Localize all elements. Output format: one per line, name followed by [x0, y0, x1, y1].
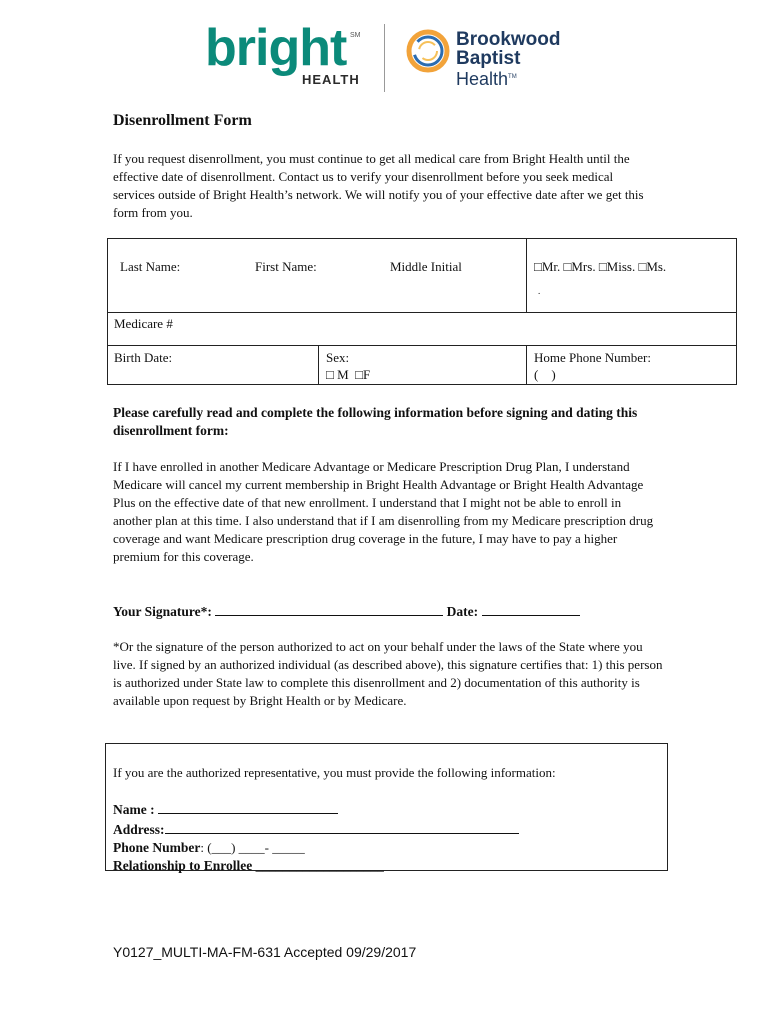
bright-logo-health-text: HEALTH — [302, 72, 360, 87]
table-divider-2 — [108, 345, 736, 346]
rep-name-label: Name : — [113, 802, 155, 817]
title-checkboxes[interactable]: □Mr. □Mrs. □Miss. □Ms. — [534, 259, 667, 274]
rep-phone-label: Phone Number — [113, 840, 201, 855]
signature-row — [113, 601, 580, 620]
authorization-note: *Or the signature of the person authorized to act on your behalf under the laws of the State where you live. If signed by an authorized individual (as described above), this signature certifies that: 1) this person is authorized under State law to complete this disenrollment and 2) documentation of this authority is available upon request by Bright Health or by Medicare. — [113, 639, 663, 708]
table-vline-sex — [318, 345, 319, 385]
sex-label: Sex: — [326, 350, 350, 365]
signature-line[interactable] — [215, 601, 443, 616]
brookwood-health-word: Health — [456, 69, 509, 89]
rep-phone-line[interactable]: : (___) ____- _____ — [200, 840, 305, 855]
footer-form-code: Y0127_MULTI-MA-FM-631 Accepted 09/29/2017 — [113, 944, 417, 960]
rep-address-line[interactable] — [165, 819, 519, 834]
instructions-heading: Please carefully read and complete the following information before signing and dating this disenrollment form: — [113, 405, 638, 438]
signature-label: Your Signature*: — [113, 604, 212, 619]
date-line[interactable] — [482, 601, 580, 616]
form-title: Disenrollment Form — [113, 112, 252, 129]
rep-relationship-row — [113, 857, 519, 875]
rep-phone-row — [113, 839, 519, 857]
title-dot: . — [538, 286, 541, 296]
acknowledgement-paragraph: If I have enrolled in another Medicare Advantage or Medicare Prescription Drug Plan, I understand Medicare will cancel my current membership in Bright Health Advantage or Bright Health Advantage Plus on the effective date of that new enrollment. I understand that I might not be able to enroll in another plan at this time. I also understand that if I am disenrolling from my Medicare prescription drug coverage and want Medicare prescription drug coverage in the future, I may have to pay a higher premium for this coverage. — [113, 459, 654, 564]
middle-initial-field[interactable]: Middle Initial — [390, 259, 462, 274]
brookwood-tm: TM — [508, 74, 517, 80]
last-name-field[interactable]: Last Name: — [120, 259, 181, 274]
first-name-field[interactable]: First Name: — [255, 259, 317, 274]
intro-paragraph: If you request disenrollment, you must continue to get all medical care from Bright Health until the effective date of disenrollment. Contact us to verify your disenrollment before you seek medical services outside of Bright Health’s network. We will notify you of your effective date after we get this form from you. — [113, 151, 644, 220]
rep-relationship-label: Relationship to Enrollee — [113, 858, 253, 873]
birth-date-field[interactable]: Birth Date: — [114, 350, 173, 365]
rep-address-row — [113, 819, 519, 839]
table-divider-1 — [108, 312, 736, 313]
medicare-number-field[interactable]: Medicare # — [114, 316, 173, 331]
brookwood-ring-icon — [405, 28, 451, 74]
brookwood-line-1: Brookwood — [456, 29, 561, 50]
date-label: Date: — [446, 604, 479, 619]
brookwood-baptist-logo — [456, 30, 561, 89]
rep-name-line[interactable] — [158, 799, 338, 814]
table-vline-phone — [526, 345, 527, 385]
rep-address-label: Address: — [113, 822, 165, 837]
enrollee-info-table — [107, 238, 737, 385]
representative-fields — [113, 799, 519, 875]
home-phone-label: Home Phone Number: — [534, 350, 651, 365]
representative-intro: If you are the authorized representative, you must provide the following information: — [113, 765, 556, 780]
bright-logo-service-mark: SM — [350, 32, 361, 39]
rep-relationship-line[interactable]: ___________________ — [255, 858, 384, 873]
brookwood-line-2: Baptist — [456, 48, 521, 69]
logo-divider — [384, 24, 385, 92]
rep-name-row — [113, 799, 519, 819]
home-phone-field[interactable]: ( ) — [534, 367, 556, 382]
brookwood-line-3 — [456, 68, 561, 89]
table-vline-title — [526, 239, 527, 312]
bright-health-logo: bright — [205, 19, 347, 77]
sex-checkboxes[interactable]: □ M □F — [326, 367, 371, 382]
